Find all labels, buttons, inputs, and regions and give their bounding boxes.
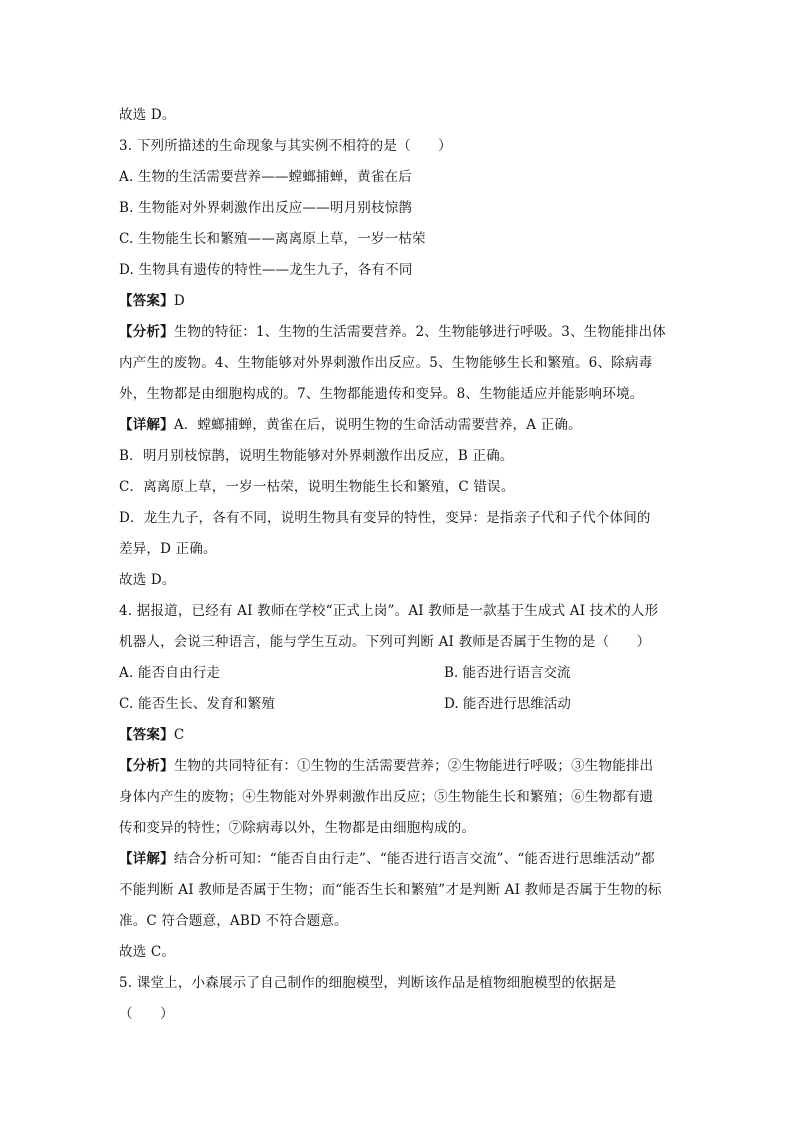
- analysis-label: 【分析】: [119, 324, 174, 340]
- question-4-answer: [119, 726, 679, 744]
- question-4-choice: 故选 C。: [119, 944, 176, 960]
- question-3-choice: 故选 D。: [119, 572, 176, 588]
- question-5-stem-line-2: （ ）: [119, 1006, 174, 1022]
- question-4-analysis-line-3: 传和变异的特性；⑦除病毒以外，生物都是由细胞构成的。: [119, 820, 476, 836]
- question-3-detail-line-3: C．离离原上草，一岁一枯荣，说明生物能生长和繁殖，C 错误。: [119, 479, 515, 495]
- question-4-analysis-line-1: [119, 757, 679, 775]
- question-4-option-d: D. 能否进行思维活动: [444, 696, 571, 712]
- analysis-label: 【分析】: [119, 758, 174, 774]
- question-4-options-row-2: [119, 695, 679, 713]
- question-3-detail-line-2: B．明月别枝惊鹊，说明生物能够对外界刺激作出反应，B 正确。: [119, 448, 514, 464]
- detail-text: A．螳螂捕蝉，黄雀在后，说明生物的生命活动需要营养，A 正确。: [173, 417, 582, 433]
- answer-value: C: [173, 727, 185, 743]
- question-3-analysis-line-1: [119, 323, 679, 341]
- question-4-detail-line-2: 不能判断 AI 教师是否属于生物；而“能否生长和繁殖”才是判断 AI 教师是否属于生物的标: [119, 882, 662, 898]
- question-3-option-c: C. 生物能生长和繁殖——离离原上草，一岁一枯荣: [119, 231, 426, 247]
- question-4-option-b: B. 能否进行语言交流: [444, 665, 571, 681]
- question-4-detail-line-3: 准。C 符合题意，ABD 不符合题意。: [119, 913, 348, 929]
- question-3-option-a: A. 生物的生活需要营养——螳螂捕蝉，黄雀在后: [119, 169, 412, 185]
- question-4-detail-line-1: [119, 850, 679, 868]
- question-5-stem-line-1: 5. 课堂上，小森展示了自己制作的细胞模型，判断该作品是植物细胞模型的依据是: [119, 975, 617, 991]
- question-4-options-row-1: [119, 664, 679, 682]
- question-3-answer: [119, 292, 679, 310]
- question-4-option-a: A. 能否自由行走: [119, 665, 221, 681]
- question-4-option-c: C. 能否生长、发育和繁殖: [119, 696, 276, 712]
- answer-label: 【答案】: [119, 293, 174, 309]
- question-3-analysis-line-2: 内产生的废物。4、生物能够对外界刺激作出反应。5、生物能够生长和繁殖。6、除病毒: [119, 355, 653, 371]
- question-3-detail-line-1: [119, 416, 679, 434]
- question-3-detail-line-4: D．龙生九子，各有不同，说明生物具有变异的特性，变异：是指亲子代和子代个体间的: [119, 510, 651, 526]
- analysis-text: 生物的特征：1、生物的生活需要营养。2、生物能够进行呼吸。3、生物能排出体: [173, 324, 666, 340]
- answer-label: 【答案】: [119, 727, 174, 743]
- question-4-analysis-line-2: 身体内产生的废物；④生物能对外界刺激作出反应；⑤生物能生长和繁殖；⑥生物都有遗: [119, 789, 654, 805]
- question-3-detail-line-5: 差异，D 正确。: [119, 541, 217, 557]
- answer-value: D: [173, 293, 185, 309]
- question-4-stem-line-2: 机器人，会说三种语言，能与学生互动。下列可判断 AI 教师是否属于生物的是（ ）: [119, 634, 651, 650]
- question-4-stem-line-1: 4. 据报道，已经有 AI 教师在学校“正式上岗”。AI 教师是一款基于生成式 AI 技术的人形: [119, 603, 659, 619]
- question-3-analysis-line-3: 外，生物都是由细胞构成的。7、生物都能遗传和变异。8、生物能适应并能影响环境。: [119, 386, 644, 402]
- choice-line: 故选 D。: [119, 107, 176, 123]
- question-3-option-d: D. 生物具有遗传的特性——龙生九子，各有不同: [119, 262, 413, 278]
- detail-text: 结合分析可知：“能否自由行走”、“能否进行语言交流”、“能否进行思维活动”都: [173, 851, 655, 867]
- detail-label: 【详解】: [119, 851, 174, 867]
- question-3-stem: 3. 下列所描述的生命现象与其实例不相符的是（ ）: [119, 138, 452, 154]
- detail-label: 【详解】: [119, 417, 174, 433]
- analysis-text: 生物的共同特征有：①生物的生活需要营养；②生物能进行呼吸；③生物能排出: [173, 758, 654, 774]
- question-3-option-b: B. 生物能对外界刺激作出反应——明月别枝惊鹊: [119, 200, 413, 216]
